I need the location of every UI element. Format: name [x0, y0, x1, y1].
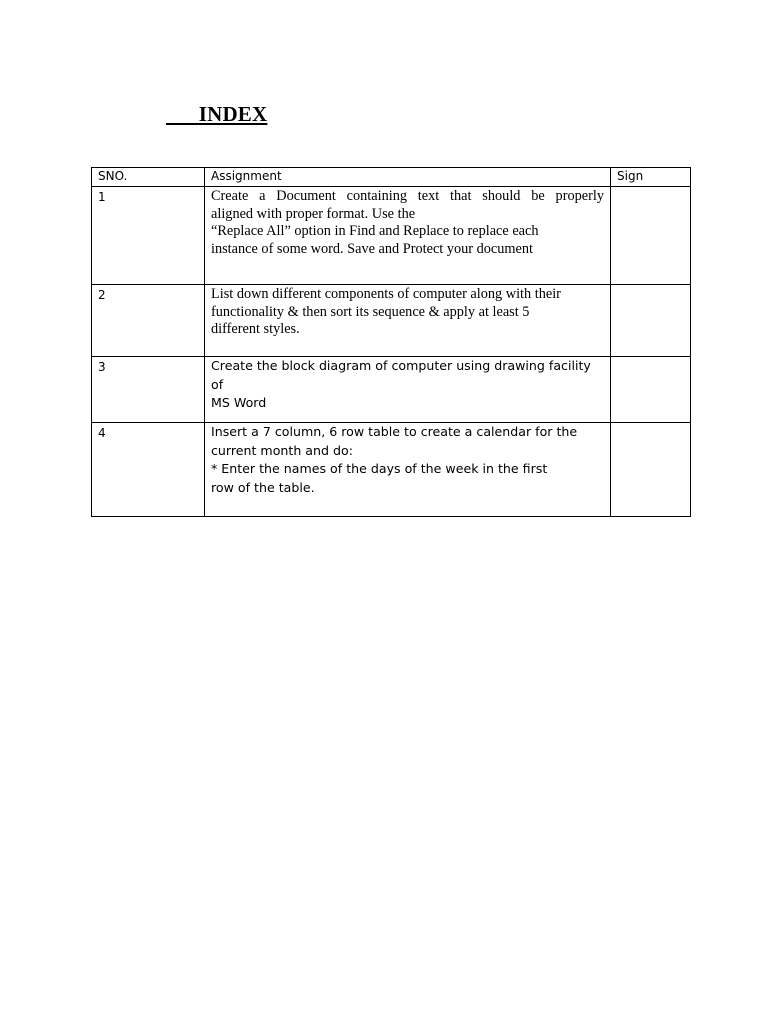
row-sign	[611, 187, 691, 285]
assignment-line: of	[211, 376, 224, 392]
row-assignment	[205, 187, 611, 285]
assignment-line: List down different components of computer along with their	[211, 286, 561, 302]
assignment-line: aligned with proper format. Use the	[211, 205, 416, 222]
row-sign	[611, 423, 691, 517]
assignment-line: Insert a 7 column, 6 row table to create a calendar for the	[211, 424, 578, 439]
assignment-line: * Enter the names of the days of the week in the first	[211, 461, 548, 476]
assignment-line: Create a Document containing text that should be properly	[211, 188, 604, 204]
table-row	[92, 285, 691, 357]
row-assignment	[205, 423, 611, 517]
assignment-line: row of the table.	[211, 479, 315, 495]
row-sign	[611, 285, 691, 357]
index-table	[91, 167, 691, 517]
row-sign	[611, 357, 691, 423]
header-sno: SNO.	[92, 168, 205, 187]
assignment-line: functionality & then sort its sequence & apply at least 5	[211, 303, 530, 320]
assignment-line: Create the block diagram of computer using drawing facility	[211, 358, 591, 373]
assignment-line: different styles.	[211, 321, 300, 337]
row-sno: 1	[92, 187, 205, 285]
table-row	[92, 423, 691, 517]
header-assignment: Assignment	[205, 168, 611, 187]
row-sno: 3	[92, 357, 205, 423]
table-row	[92, 357, 691, 423]
row-assignment	[205, 285, 611, 357]
table-header-row	[92, 168, 691, 187]
table-row	[92, 187, 691, 285]
header-sign: Sign	[611, 168, 691, 187]
row-sno: 2	[92, 285, 205, 357]
assignment-line: MS Word	[211, 395, 267, 410]
assignment-line: “Replace All” option in Find and Replace to replace each	[211, 223, 539, 239]
row-sno: 4	[92, 423, 205, 517]
row-assignment	[205, 357, 611, 423]
assignment-line: current month and do:	[211, 442, 353, 458]
page-title: INDEX	[198, 102, 268, 126]
assignment-line: instance of some word. Save and Protect your document	[211, 240, 533, 257]
